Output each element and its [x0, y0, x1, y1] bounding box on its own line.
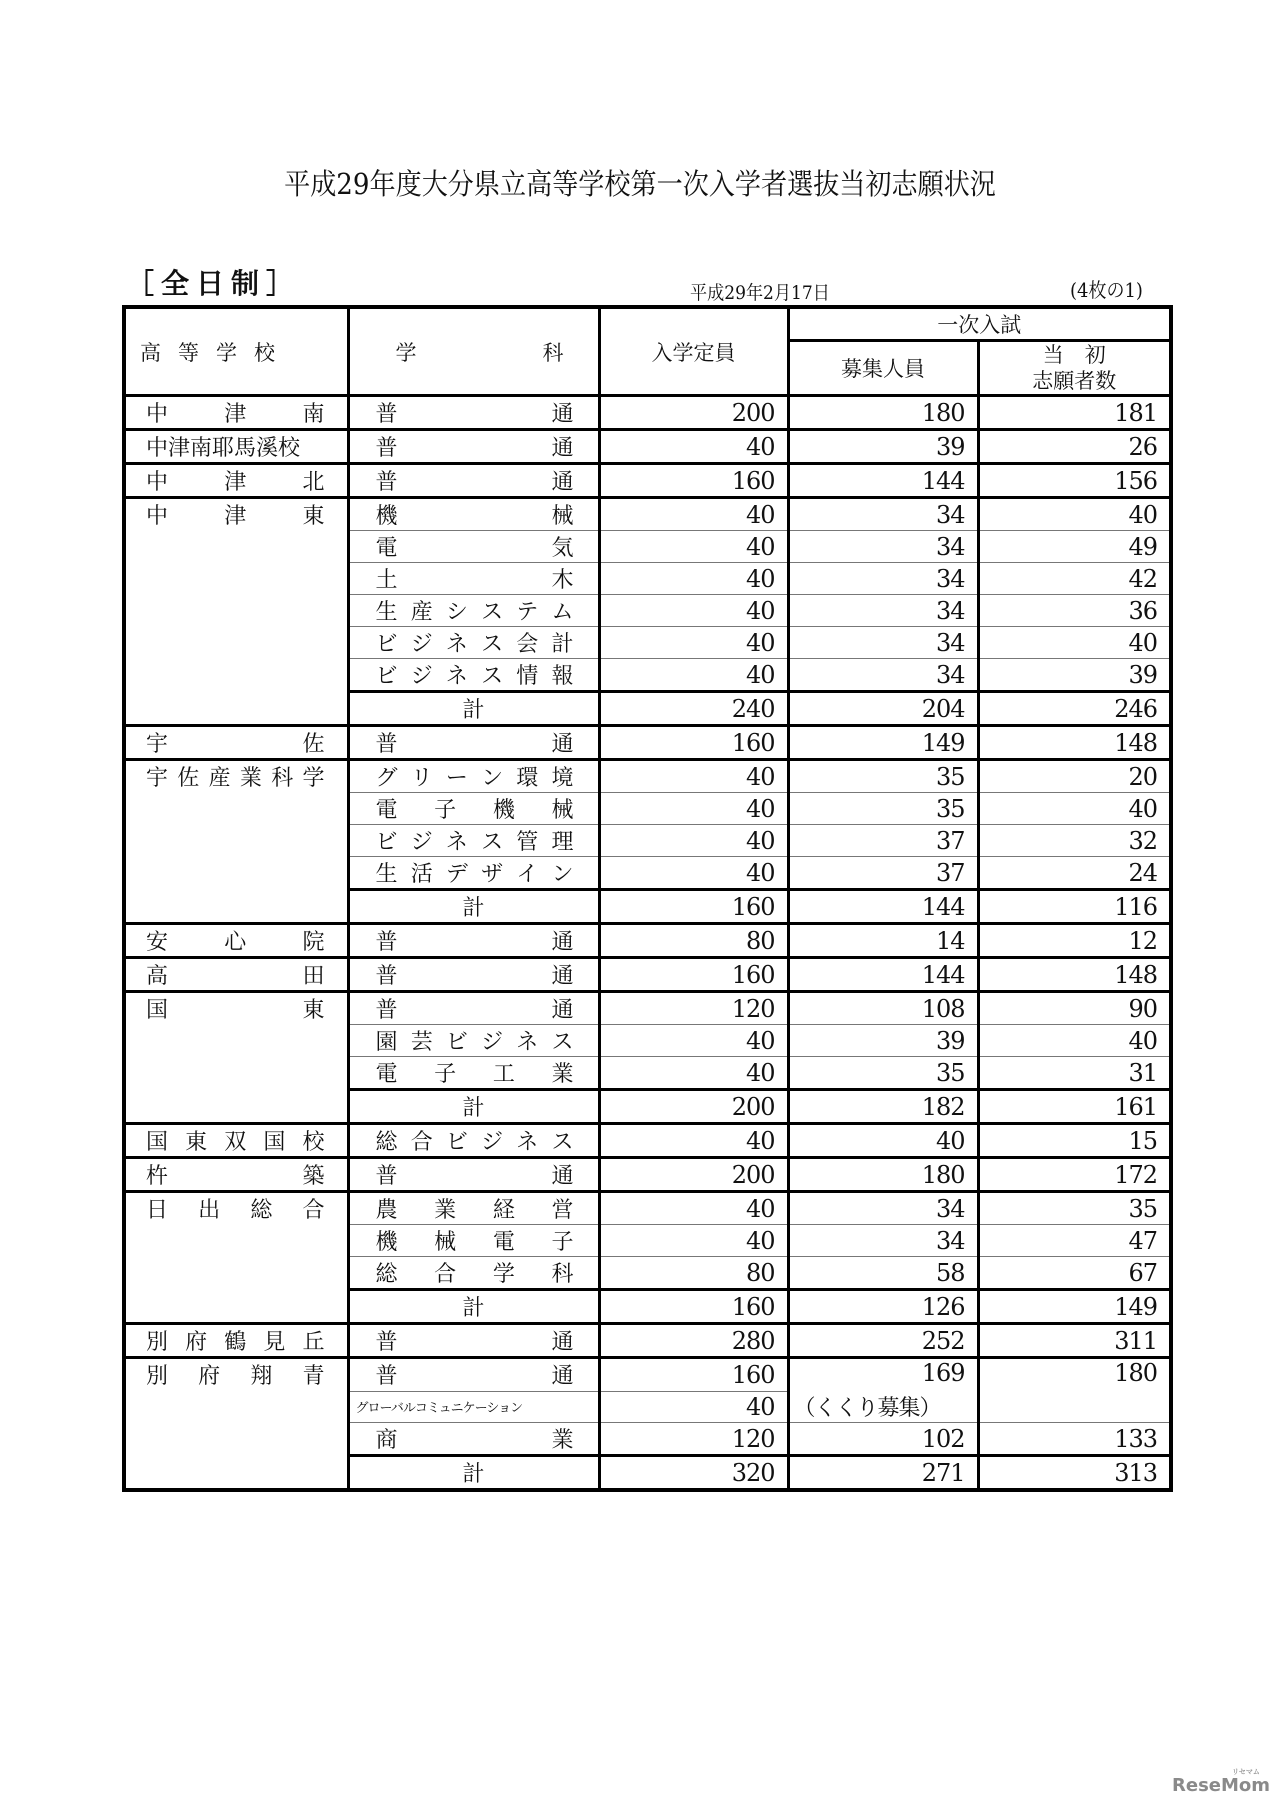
department-cell: [348, 825, 599, 857]
department-name: 普 通: [375, 930, 574, 955]
recruit-cell: 35: [788, 1057, 978, 1090]
recruit-cell: 34: [788, 1192, 978, 1225]
header-school: 高等学校: [124, 307, 348, 396]
applicants-cell: 148: [978, 958, 1171, 992]
subtotal-capacity-cell: 160: [599, 1290, 788, 1324]
capacity-cell: 40: [599, 793, 788, 825]
department-name: 園 芸 ビ ジ ネ ス: [375, 1030, 574, 1055]
capacity-cell: 40: [599, 595, 788, 627]
subtotal-capacity-cell: 320: [599, 1456, 788, 1491]
department-cell: [348, 498, 599, 531]
department-cell: [348, 1225, 599, 1257]
page-indicator: (4枚の1): [1070, 278, 1143, 302]
header-first-exam: 一次入試: [788, 307, 1171, 341]
department-name: ビ ジ ネ ス 情 報: [375, 664, 574, 689]
school-name-cell: [124, 1324, 348, 1358]
table-row: [124, 1324, 1171, 1358]
recruit-cell: 144: [788, 464, 978, 498]
capacity-cell: 40: [599, 627, 788, 659]
header-department: [348, 307, 599, 396]
subtotal-applicants-cell: 161: [978, 1090, 1171, 1124]
department-cell: [348, 857, 599, 890]
capacity-cell: 200: [599, 1158, 788, 1192]
applicants-cell: 180: [978, 1358, 1171, 1423]
capacity-cell: 40: [599, 659, 788, 692]
applicants-cell: 40: [978, 498, 1171, 531]
school-name: 杵 築: [146, 1164, 325, 1189]
department-cell: グローバルコミュニケーション: [348, 1391, 599, 1422]
applicants-cell: 67: [978, 1257, 1171, 1290]
applicants-cell: 90: [978, 992, 1171, 1025]
capacity-cell: 280: [599, 1324, 788, 1358]
recruit-cell: 180: [788, 396, 978, 430]
capacity-cell: 160: [599, 464, 788, 498]
department-name: 普 通: [375, 732, 574, 757]
applicants-cell: 156: [978, 464, 1171, 498]
resemom-logo: ReseMom リセマム: [1172, 1768, 1271, 1796]
department-name: 土 木: [375, 568, 574, 593]
capacity-cell: 40: [599, 498, 788, 531]
department-name: 商 業: [375, 1428, 574, 1453]
recruit-cell: 34: [788, 1225, 978, 1257]
department-cell: [348, 1025, 599, 1057]
capacity-cell: 200: [599, 396, 788, 430]
school-name: 国 東: [146, 998, 325, 1023]
department-name: 普 通: [375, 1330, 574, 1355]
applications-table: [122, 305, 1173, 1492]
table-row: [124, 924, 1171, 958]
recruit-cell: 102: [788, 1423, 978, 1456]
capacity-cell: 40: [599, 430, 788, 464]
capacity-cell: 40: [599, 1391, 788, 1422]
header-capacity: 入学定員: [599, 307, 788, 396]
capacity-cell: 40: [599, 1192, 788, 1225]
school-name: 別 府 翔 青: [146, 1364, 325, 1389]
capacity-cell: 40: [599, 1057, 788, 1090]
department-name: 普 通: [375, 436, 574, 461]
capacity-cell: 160: [599, 958, 788, 992]
subtotal-applicants-cell: 313: [978, 1456, 1171, 1491]
department-cell: [348, 659, 599, 692]
school-name: 中 津 東: [146, 504, 325, 529]
department-cell: [348, 726, 599, 760]
table-row: [124, 1124, 1171, 1158]
document-title: 平成29年度大分県立高等学校第一次入学者選抜当初志願状況: [284, 167, 996, 201]
department-name: 普 通: [375, 1364, 574, 1390]
applicants-cell: 42: [978, 563, 1171, 595]
school-name: 日 出 総 合: [146, 1198, 325, 1223]
recruit-cell: 37: [788, 857, 978, 890]
subtotal-recruit-cell: 126: [788, 1290, 978, 1324]
department-name: 普 通: [375, 1164, 574, 1189]
recruit-cell: 35: [788, 793, 978, 825]
applicants-cell: 15: [978, 1124, 1171, 1158]
recruit-cell: 149: [788, 726, 978, 760]
recruit-cell: 34: [788, 498, 978, 531]
applicants-cell: 26: [978, 430, 1171, 464]
school-name-cell: [124, 958, 348, 992]
header-department-right: 科: [542, 340, 564, 365]
department-name: 普 通: [375, 998, 574, 1023]
recruit-cell: 39: [788, 1025, 978, 1057]
capacity-cell: 40: [599, 531, 788, 563]
school-name-cell: [124, 1158, 348, 1192]
recruit-cell: 40: [788, 1124, 978, 1158]
capacity-cell: 40: [599, 760, 788, 793]
capacity-cell: 160: [599, 726, 788, 760]
department-cell: [348, 1324, 599, 1358]
department-name: 電 子 工 業: [375, 1062, 574, 1087]
recruit-cell: 180: [788, 1158, 978, 1192]
department-cell: [348, 924, 599, 958]
report-date: 平成29年2月17日: [690, 282, 830, 304]
department-name: 総 合 学 科: [375, 1262, 574, 1287]
department-name: 生 活 デ ザ イ ン: [375, 862, 574, 887]
department-cell: [348, 627, 599, 659]
applicants-cell: 49: [978, 531, 1171, 563]
applicants-cell: 35: [978, 1192, 1171, 1225]
recruit-cell: 169 （くくり募集）: [788, 1358, 978, 1423]
subtotal-label: 計: [348, 1456, 599, 1491]
table-row: [124, 726, 1171, 760]
table-row: [124, 992, 1171, 1025]
recruit-cell: 37: [788, 825, 978, 857]
department-cell: [348, 464, 599, 498]
capacity-cell: 160: [599, 1358, 788, 1392]
school-name-cell: [124, 726, 348, 760]
school-name-cell: [124, 924, 348, 958]
table-row: [124, 464, 1171, 498]
header-department-left: 学: [395, 340, 417, 365]
recruit-cell: 144: [788, 958, 978, 992]
section-label: ［全日制］: [126, 267, 302, 300]
capacity-cell: 80: [599, 924, 788, 958]
department-cell: [348, 1358, 599, 1392]
subtotal-applicants-cell: 116: [978, 890, 1171, 924]
applicants-cell: 181: [978, 396, 1171, 430]
capacity-cell: 40: [599, 825, 788, 857]
department-name: ビ ジ ネ ス 管 理: [375, 830, 574, 855]
applicants-cell: 32: [978, 825, 1171, 857]
school-name-cell: [124, 498, 348, 726]
department-name: 生 産 シ ス テ ム: [375, 600, 574, 625]
table-body: [124, 396, 1171, 1491]
school-name-cell: [124, 1192, 348, 1324]
combined-recruitment-note: （くくり募集）: [793, 1396, 941, 1421]
subtotal-recruit-cell: 144: [788, 890, 978, 924]
applicants-cell: 40: [978, 793, 1171, 825]
recruit-cell: 34: [788, 531, 978, 563]
capacity-cell: 120: [599, 1423, 788, 1456]
school-name-cell: [124, 396, 348, 430]
department-name: ビ ジ ネ ス 会 計: [375, 632, 574, 657]
header-recruit: 募集人員: [788, 341, 978, 396]
subtotal-label: 計: [348, 692, 599, 726]
department-cell: [348, 793, 599, 825]
applicants-cell: 148: [978, 726, 1171, 760]
department-cell: [348, 1423, 599, 1456]
applicants-cell: 47: [978, 1225, 1171, 1257]
department-name: 電 気: [375, 536, 574, 561]
department-name: グ リ ー ン 環 境: [375, 766, 574, 791]
department-cell: [348, 992, 599, 1025]
department-cell: [348, 760, 599, 793]
subtotal-recruit-cell: 182: [788, 1090, 978, 1124]
department-name: 普 通: [375, 402, 574, 427]
subtotal-applicants-cell: 246: [978, 692, 1171, 726]
recruit-cell: 39: [788, 430, 978, 464]
school-name-cell: [124, 464, 348, 498]
subtotal-label: 計: [348, 1290, 599, 1324]
school-name-cell: [124, 1124, 348, 1158]
table-row: [124, 1192, 1171, 1225]
table-row: [124, 1158, 1171, 1192]
capacity-cell: 40: [599, 563, 788, 595]
department-cell: [348, 1158, 599, 1192]
department-cell: [348, 595, 599, 627]
school-name: 中 津 南: [146, 402, 325, 427]
capacity-cell: 120: [599, 992, 788, 1025]
subtotal-capacity-cell: 200: [599, 1090, 788, 1124]
school-name-cell: [124, 430, 348, 464]
recruit-cell: 34: [788, 627, 978, 659]
recruit-cell: 35: [788, 760, 978, 793]
department-name: 総 合 ビ ジ ネ ス: [375, 1130, 574, 1155]
table-row: [124, 430, 1171, 464]
department-name: 普 通: [375, 470, 574, 495]
header-applicants: 当 初 志願者数: [978, 341, 1171, 396]
table-row: [124, 498, 1171, 531]
recruit-cell: 252: [788, 1324, 978, 1358]
recruit-cell: 108: [788, 992, 978, 1025]
department-name: 普 通: [375, 964, 574, 989]
school-name: 中 津 北: [146, 470, 325, 495]
school-name-cell: [124, 1358, 348, 1491]
subtotal-recruit-cell: 204: [788, 692, 978, 726]
subtotal-recruit-cell: 271: [788, 1456, 978, 1491]
applicants-cell: 31: [978, 1057, 1171, 1090]
recruit-cell: 34: [788, 595, 978, 627]
applicants-cell: 40: [978, 627, 1171, 659]
table-header: [124, 307, 1171, 396]
department-cell: [348, 563, 599, 595]
applicants-cell: 39: [978, 659, 1171, 692]
capacity-cell: 40: [599, 1225, 788, 1257]
department-cell: [348, 958, 599, 992]
recruit-cell: 34: [788, 659, 978, 692]
department-name: 機 械 電 子: [375, 1230, 574, 1255]
applicants-cell: 20: [978, 760, 1171, 793]
department-cell: [348, 531, 599, 563]
department-cell: [348, 1124, 599, 1158]
department-name: 機 械: [375, 504, 574, 529]
capacity-cell: 40: [599, 1124, 788, 1158]
applicants-cell: 172: [978, 1158, 1171, 1192]
department-name: 農 業 経 営: [375, 1198, 574, 1223]
subtotal-capacity-cell: 160: [599, 890, 788, 924]
department-cell: [348, 1057, 599, 1090]
recruit-cell: 14: [788, 924, 978, 958]
table-row: [124, 396, 1171, 430]
capacity-cell: 80: [599, 1257, 788, 1290]
subtotal-label: 計: [348, 890, 599, 924]
school-name: 中津南耶馬溪校: [146, 436, 301, 461]
school-name: 安 心 院: [146, 930, 325, 955]
subtotal-label: 計: [348, 1090, 599, 1124]
school-name: 国 東 双 国 校: [146, 1130, 325, 1155]
table-row: [124, 760, 1171, 793]
department-cell: [348, 1192, 599, 1225]
applicants-cell: 40: [978, 1025, 1171, 1057]
applicants-cell: 24: [978, 857, 1171, 890]
school-name: 宇 佐 産 業 科 学: [146, 766, 325, 791]
capacity-cell: 40: [599, 1025, 788, 1057]
school-name-cell: [124, 992, 348, 1124]
department-cell: [348, 1257, 599, 1290]
department-cell: [348, 396, 599, 430]
applicants-cell: 12: [978, 924, 1171, 958]
table-row: [124, 958, 1171, 992]
capacity-cell: 40: [599, 857, 788, 890]
school-name: 別 府 鶴 見 丘: [146, 1330, 325, 1355]
school-name-cell: [124, 760, 348, 924]
applicants-cell: 36: [978, 595, 1171, 627]
table-row: [124, 1358, 1171, 1392]
recruit-cell: 34: [788, 563, 978, 595]
department-name: 電 子 機 械: [375, 798, 574, 823]
applicants-cell: 133: [978, 1423, 1171, 1456]
school-name: 宇 佐: [146, 732, 325, 757]
subtotal-applicants-cell: 149: [978, 1290, 1171, 1324]
department-cell: [348, 430, 599, 464]
recruit-cell: 58: [788, 1257, 978, 1290]
subtotal-capacity-cell: 240: [599, 692, 788, 726]
applicants-cell: 311: [978, 1324, 1171, 1358]
school-name: 高 田: [146, 964, 325, 989]
